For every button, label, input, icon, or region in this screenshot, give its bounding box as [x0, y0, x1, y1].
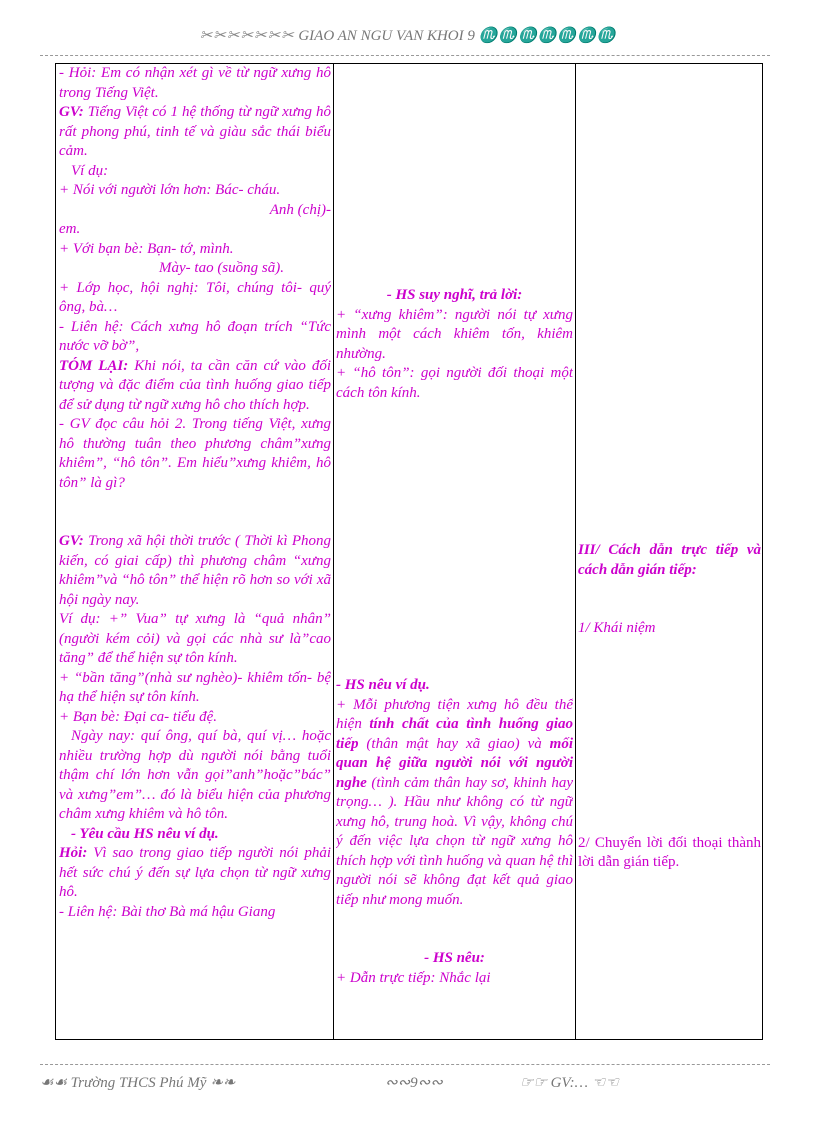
page-header: [0, 26, 816, 45]
link-note: - Liên hệ: Cách xưng hô đoạn trích “Tức nước vỡ bờ”,: [59, 318, 331, 354]
summary-text: Khi nói, ta cần căn cứ vào đối tượng và đặc điểm của tình huống giao tiếp để sử dụng từ ngữ xưng hô cho thích hợp.: [59, 357, 331, 413]
subsection-heading: 2/ Chuyển lời đối thoại thành lời dẫn gián tiếp.: [578, 834, 761, 870]
teacher-name: GV:…: [550, 1075, 589, 1091]
student-task: - HS nêu ví dụ.: [336, 677, 430, 693]
answer-text: + “hô tôn”: gọi người đối thoại một cách tôn kính.: [336, 365, 573, 401]
hand-left-icon: ☞☞: [520, 1075, 547, 1091]
answer-text: + Mỗi phương tiện xưng hô đều thể hiện tính chất của tình huống giao tiếp (thân mật hay xã giao) và mối quan hệ giữa người nói với người nghe (tình cảm thân hay sơ, khinh hay trọng… ). Hầu như không có từ ngữ xưng hô, trung hoà. Vì vậy, không chú ý đến việc lựa chọn từ ngữ xưng hô thích hợp với tình huống và quan hệ thì người nói sẽ không đạt kết quả giao tiếp như mong muốn.: [336, 696, 573, 908]
example-line: Ví dụ: +” Vua” tự xưng là “quả nhân” (người kém cỏi) và gọi các nhà sư là”cao tăng” để thể hiện sự tôn kính.: [59, 611, 331, 666]
footer-school: [40, 1073, 235, 1092]
example-line: Ngày nay: quí ông, quí bà, quí vị… hoặc nhiều trường hợp dù người nói bằng tuổi thậm chí lớn hơn vẫn gọi”anh”hoặc”bác” và xưng”em”… đó là biểu hiện của phương châm xưng khiêm và hô tôn.: [59, 728, 331, 822]
header-divider: [40, 55, 770, 56]
answer-text: + “xưng khiêm”: người nói tự xưng mình một cách khiêm tốn, khiêm nhường.: [336, 306, 573, 362]
footer-page: [385, 1073, 443, 1092]
gv-text: Tiếng Việt có 1 hệ thống từ ngữ xưng hô rất phong phú, tinh tế và giàu sắc thái biểu cảm.: [59, 104, 331, 159]
footer-teacher: [520, 1073, 619, 1092]
example-heading: Ví dụ:: [71, 162, 109, 179]
link-note: - Liên hệ: Bài thơ Bà má hậu Giang: [59, 903, 276, 920]
wave-right-icon: ∾∾: [417, 1075, 443, 1091]
summary-label: TÓM LẠI:: [59, 357, 129, 374]
student-task: - HS suy nghĩ, trả lời:: [386, 287, 523, 303]
header-title: GIAO AN NGU VAN KHOI 9: [298, 28, 475, 44]
example-line: em.: [59, 221, 81, 237]
ornament-left-icon: ☙☙: [40, 1075, 67, 1091]
gv-note: [59, 103, 331, 162]
ornament-right-icon: ❧❧: [210, 1075, 236, 1091]
virgo-icon: ♏♏♏♏♏♏♏: [478, 28, 617, 44]
school-name: Trường THCS Phú Mỹ: [70, 1075, 207, 1091]
column-divider: [575, 64, 576, 1039]
content-column: [578, 64, 761, 1039]
example-line: Anh (chị)-: [269, 201, 331, 218]
question-text: [59, 844, 331, 903]
footer-divider: [40, 1064, 770, 1065]
question-label: Hỏi:: [59, 845, 88, 861]
gv-label: GV:: [59, 104, 84, 120]
summary-note: [59, 357, 331, 416]
example-line: + Bạn bè: Đại ca- tiểu đệ.: [59, 708, 217, 725]
column-divider: [333, 64, 334, 1039]
student-task: - HS nêu:: [424, 950, 485, 966]
teacher-activity-column: [59, 64, 331, 1039]
subsection-heading: 1/ Khái niệm: [578, 620, 656, 636]
lesson-table: [55, 63, 763, 1040]
example-line: + Lớp học, hội nghị: Tôi, chúng tôi- quý ông, bà…: [59, 279, 331, 315]
scissors-icon: ✂✂✂✂✂✂✂: [199, 28, 295, 44]
gv-note: [59, 532, 331, 610]
example-line: + “bần tăng”(nhà sư nghèo)- khiêm tốn- bệ hạ thể hiện sự tôn kính.: [59, 669, 331, 705]
page-number: 9: [410, 1075, 418, 1091]
question-text: - Hỏi: Em có nhận xét gì về từ ngữ xưng hô trong Tiếng Việt.: [59, 65, 331, 101]
example-line: Mày- tao (suồng sã).: [159, 260, 284, 276]
question-text: - GV đọc câu hỏi 2. Trong tiếng Việt, xưng hô thường tuân theo phương châm”xưng khiêm”, “hô tôn”. Em hiểu”xưng khiêm, hô tôn” là gì?: [59, 416, 331, 491]
student-activity-column: [336, 64, 573, 1039]
gv-text: Trong xã hội thời trước ( Thời kì Phong kiến, có giai cấp) thì phương châm “xưng khiêm”và “hô tôn” thể hiện rõ hơn so với xã hội ngày nay.: [59, 533, 331, 608]
section-heading: III/ Cách dẫn trực tiếp và cách dẫn gián tiếp:: [578, 542, 761, 578]
answer-text: + Dẫn trực tiếp: Nhắc lại: [336, 969, 491, 986]
task-instruction: - Yêu cầu HS nêu ví dụ.: [71, 825, 219, 842]
example-line: + Nói với người lớn hơn: Bác- cháu.: [59, 182, 281, 198]
example-line: + Với bạn bè: Bạn- tớ, mình.: [59, 240, 234, 257]
gv-label: GV:: [59, 533, 84, 549]
wave-left-icon: ∾∾: [385, 1075, 411, 1091]
hand-right-icon: ☜☜: [591, 1075, 619, 1091]
question-body: Vì sao trong giao tiếp người nói phải hết sức chú ý đến sự lựa chọn từ ngữ xưng hô.: [59, 845, 331, 900]
